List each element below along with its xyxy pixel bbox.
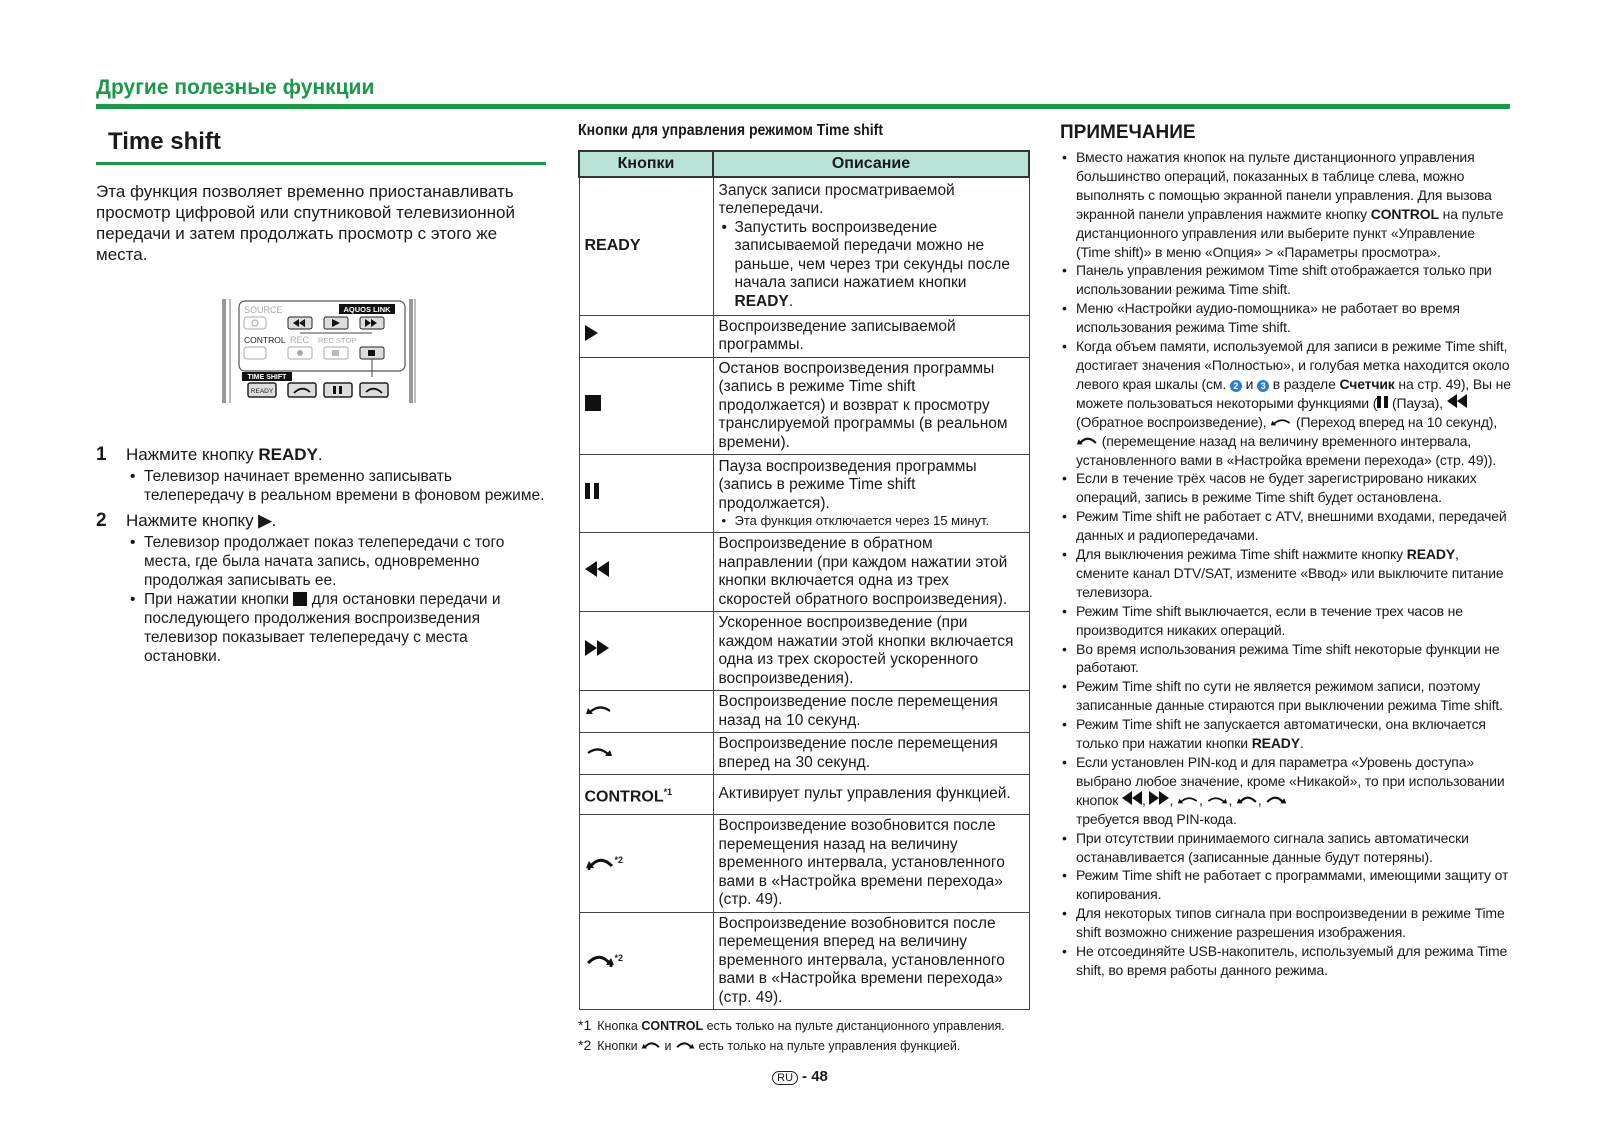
jump-back-button-cell: *2 — [579, 815, 713, 913]
intro-text: Эта функция позволяет временно приостанавливать просмотр цифровой или спутниковой телевизионной передачи и затем продолжать просмотр с этого же места. — [96, 182, 515, 264]
note-item: • Панель управления режимом Time shift отображается только при использовании режима Time shift. — [1076, 261, 1512, 299]
stop-icon — [585, 395, 601, 411]
step-bullet: • Телевизор продолжает показ телепередачи с того места, где была начата запись, одновременно продолжая записывать ее. — [144, 533, 546, 590]
rewind-icon — [585, 561, 597, 577]
notes-heading: ПРИМЕЧАНИЕ — [1060, 122, 1196, 143]
description-cell — [713, 177, 1029, 315]
note-item: • Режим Time shift не работает с ATV, внешними входами, передачей данных и радиопередачами. — [1076, 507, 1512, 545]
pause-description: Пауза воспроизведения программы (запись в режиме Time shift продолжается). — [718, 457, 977, 512]
jump-back-icon — [1076, 434, 1098, 446]
table-row — [579, 455, 1029, 533]
stop-icon — [293, 592, 307, 606]
footnotes — [578, 1016, 1030, 1056]
step-2 — [96, 511, 546, 666]
stop-button-cell — [579, 357, 713, 455]
step-bullet — [144, 590, 546, 666]
note-item: • Вместо нажатия кнопок на пульте дистанционного управления большинство операций, показанных в таблице слева, можно выполнять с помощью экранной панели управления. Для вызова экранной панели управления нажмите кнопку CONTROL на пульте дистанционного управления или выберите пункт «Управление (Time shift)» в меню «Опция» > «Параметры просмотра». — [1076, 148, 1512, 261]
skip-back-icon — [585, 702, 613, 716]
remote-control-label: CONTROL — [244, 335, 286, 345]
description-cell: Воспроизведение возобновится после перемещения вперед на величину временного интервала, установленного вами в «Настройка времени перехода» (стр. 49). — [713, 912, 1029, 1010]
description-cell: Воспроизведение в обратном направлении (при каждом нажатии этой кнопки включается одна из трех скоростей обратного воспроизведения). — [713, 533, 1029, 612]
step-text: Нажмите кнопку — [126, 511, 259, 530]
step-suffix: . — [271, 511, 277, 530]
jump-back-icon — [1236, 793, 1258, 805]
bullet-pre: При нажатии кнопки — [144, 591, 294, 608]
step-number: 1 — [96, 444, 107, 465]
footnote-1: *1 Кнопка CONTROL есть только на пульте дистанционного управления. — [578, 1017, 1005, 1033]
rewind-icon — [1122, 791, 1132, 805]
control-button-cell: CONTROL$^{*1}$ — [579, 775, 713, 815]
steps — [96, 445, 546, 666]
remote-recstop-label: REC STOP — [318, 336, 357, 345]
page-number: RU - 48 — [0, 1068, 1600, 1085]
note-item: • Когда объем памяти, используемой для записи в режиме Time shift, достигает значения «Полностью», и голубая метка находится около левого края шкалы (см. 2 и 3 в разделе Счетчик на стр. 49), Вы не можете пользоваться некоторыми функциями ( (Пауза), (Обратное воспроизведение), (Переход вперед на 10 секунд), (перемещение назад на величину временного интервала, установленного вами в «Настройка времени перехода» (стр. 49)). — [1076, 337, 1512, 469]
language-badge: RU — [772, 1071, 798, 1085]
section-title: Другие полезные функции — [96, 76, 375, 99]
description-cell: Ускоренное воспроизведение (при каждом нажатии этой кнопки включается одна из трех скоростей ускоренного воспроизведения). — [713, 612, 1029, 691]
remote-illustration — [222, 297, 422, 407]
buttons-table — [578, 150, 1030, 1010]
fast-forward-icon — [1149, 791, 1159, 805]
jump-forward-icon — [1265, 793, 1287, 805]
col-header-buttons: Кнопки — [579, 151, 713, 177]
footnote-2: *2 Кнопки и есть только на пульте управления функцией. — [578, 1037, 961, 1053]
table-row — [579, 815, 1029, 913]
remote-source-label: SOURCE — [244, 305, 283, 315]
right-column — [1060, 122, 1512, 980]
table-row — [579, 775, 1029, 815]
description-cell: Воспроизведение после перемещения назад на 10 секунд. — [713, 691, 1029, 733]
note-item: • Режим Time shift по сути не является режимом записи, поэтому записанные данные стираются при выключении режима Time shift. — [1076, 677, 1512, 715]
description-cell: Активирует пульт управления функцией. — [713, 775, 1029, 815]
note-item: • Для некоторых типов сигнала при воспроизведении в режиме Time shift возможно снижение разрешения изображения. — [1076, 904, 1512, 942]
fast-forward-button-cell — [579, 612, 713, 691]
note-item: • Меню «Настройки аудио-помощника» не работает во время использования режима Time shift. — [1076, 299, 1512, 337]
table-row — [579, 533, 1029, 612]
description-cell: Воспроизведение после перемещения вперед на 30 секунд. — [713, 733, 1029, 775]
table-row — [579, 357, 1029, 455]
table-row — [579, 912, 1029, 1010]
page-heading: Time shift — [108, 128, 221, 155]
note-item: • При отсутствии принимаемого сигнала запись автоматически останавливается (записанные данные будут потеряны). — [1076, 829, 1512, 867]
table-row — [579, 691, 1029, 733]
pause-icon — [585, 483, 590, 499]
bullet-post: для остановки передачи и последующего продолжения воспроизведения телевизор показывает телепередачу с места остановки. — [144, 591, 501, 665]
note-item: • Для выключения режима Time shift нажмите кнопку READY, смените канал DTV/SAT, измените «Ввод» или выключите питание телевизора. — [1076, 545, 1512, 602]
jump-back-icon — [585, 854, 615, 870]
step-number: 2 — [96, 510, 107, 531]
ready-description: Запуск записи просматриваемой телепередачи. — [718, 181, 955, 217]
note-item: • Режим Time shift не запускается автоматически, она включается только при нажатии кнопки READY. — [1076, 715, 1512, 753]
jump-forward-icon — [675, 1039, 695, 1050]
marker-2: 2 — [1230, 380, 1242, 392]
description-cell: Воспроизведение записываемой программы. — [713, 315, 1029, 357]
fast-forward-icon — [585, 640, 597, 656]
step-key: ▶ — [258, 511, 272, 530]
play-button-cell — [579, 315, 713, 357]
table-row — [579, 177, 1029, 315]
ready-bullet: • Запустить воспроизведение записываемой передачи можно не раньше, чем через три секунды после начала записи нажатием кнопки READY. — [735, 219, 1024, 312]
table-row — [579, 733, 1029, 775]
note-item: • Если установлен PIN-код и для параметра «Уровень доступа» выбрано любое значение, кроме «Никакой», то при использовании кнопок , , , , , требуется ввод PIN-кода. — [1076, 753, 1512, 829]
step-text: Нажмите кнопку — [126, 445, 259, 464]
description-cell: Останов воспроизведения программы (запись в режиме Time shift продолжается) и возврат к просмотру транслируемой программы (в реальном времени). — [713, 357, 1029, 455]
step-key: READY — [258, 445, 318, 464]
note-item: • Если в течение трёх часов не будет зарегистрировано никаких операций, запись в режиме Time shift будет остановлена. — [1076, 469, 1512, 507]
marker-3: 3 — [1257, 380, 1269, 392]
rewind-button-cell — [579, 533, 713, 612]
remote-rec-label: REC — [290, 335, 310, 345]
step-bullet: • Телевизор начинает временно записывать телепередачу в реальном времени в фоновом режиме. — [144, 467, 546, 505]
rewind-icon — [1447, 394, 1457, 408]
remote-aquos-label: AQUOS LINK — [343, 305, 391, 314]
skip-forward-icon — [585, 744, 613, 758]
jump-forward-icon — [585, 951, 615, 967]
remote-timeshift-label: TIME SHIFT — [247, 374, 287, 381]
skip-back-icon — [1177, 794, 1199, 805]
jump-forward-button-cell: *2 — [579, 912, 713, 1010]
note-item: • Режим Time shift выключается, если в течение трех часов не производится никаких операций. — [1076, 602, 1512, 640]
table-row — [579, 315, 1029, 357]
description-cell — [713, 455, 1029, 533]
skip-back-icon — [1270, 416, 1292, 427]
col-header-description: Описание — [713, 151, 1029, 177]
remote-ready-label: READY — [250, 388, 274, 395]
step-suffix: . — [317, 445, 323, 464]
heading-rule — [96, 162, 546, 165]
table-row — [579, 612, 1029, 691]
description-cell: Воспроизведение возобновится после перемещения назад на величину временного интервала, установленного вами в «Настройка времени перехода» (стр. 49). — [713, 815, 1029, 913]
middle-column — [578, 122, 1030, 1056]
pause-bullet: • Эта функция отключается через 15 минут. — [735, 513, 1024, 529]
left-column — [96, 118, 546, 666]
note-item: • Режим Time shift не работает с программами, имеющими защиту от копирования. — [1076, 866, 1512, 904]
note-item: • Не отсоединяйте USB-накопитель, используемый для режима Time shift, во время работы данного режима. — [1076, 942, 1512, 980]
remote-diagram — [222, 297, 422, 407]
play-icon — [585, 325, 598, 341]
skip-forward-button-cell — [579, 733, 713, 775]
skip-back-button-cell — [579, 691, 713, 733]
jump-back-icon — [641, 1039, 661, 1050]
step-1 — [96, 445, 546, 505]
note-item: • Во время использования режима Time shift некоторые функции не работают. — [1076, 640, 1512, 678]
table-header-row — [579, 151, 1029, 177]
pause-button-cell — [579, 455, 713, 533]
table-caption: Кнопки для управления режимом Time shift — [578, 122, 884, 139]
section-rule — [96, 104, 1510, 109]
skip-forward-icon — [1206, 794, 1228, 805]
ready-button-cell: READY — [579, 177, 713, 315]
pause-icon — [1377, 396, 1381, 408]
notes-list — [1060, 148, 1512, 980]
